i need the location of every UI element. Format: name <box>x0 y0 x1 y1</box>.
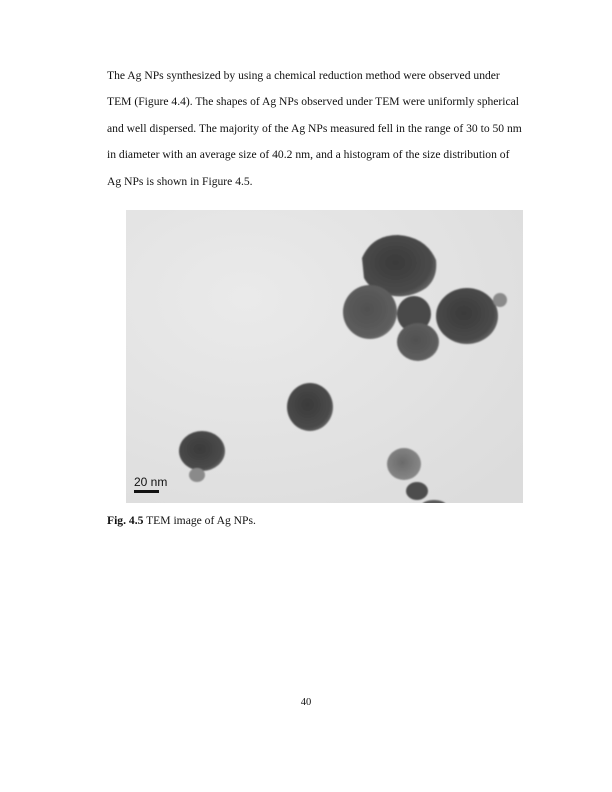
body-paragraph <box>107 63 547 195</box>
paragraph-line: in diameter with an average size of 40.2 nm, and a histogram of the size distribution of <box>107 148 510 162</box>
figure-caption-text: TEM image of Ag NPs. <box>143 514 256 527</box>
paragraph-line: Ag NPs is shown in Figure 4.5. <box>107 174 253 188</box>
tem-image <box>126 210 523 503</box>
paragraph-line: The Ag NPs synthesized by using a chemical reduction method were observed under <box>107 69 500 82</box>
scale-bar-label: 20 nm <box>134 475 168 489</box>
figure-caption-label: Fig. 4.5 <box>107 514 144 527</box>
paragraph-line: TEM (Figure 4.4). The shapes of Ag NPs observed under TEM were uniformly spherical <box>107 95 520 109</box>
nanoparticles-graphic <box>126 210 523 503</box>
scale-bar <box>134 475 168 493</box>
paragraph-line: and well dispersed. The majority of the Ag NPs measured fell in the range of 30 to 50 nm <box>107 121 522 135</box>
page-number: 40 <box>300 697 312 708</box>
figure-caption <box>107 514 256 527</box>
scale-bar-line <box>134 490 159 493</box>
